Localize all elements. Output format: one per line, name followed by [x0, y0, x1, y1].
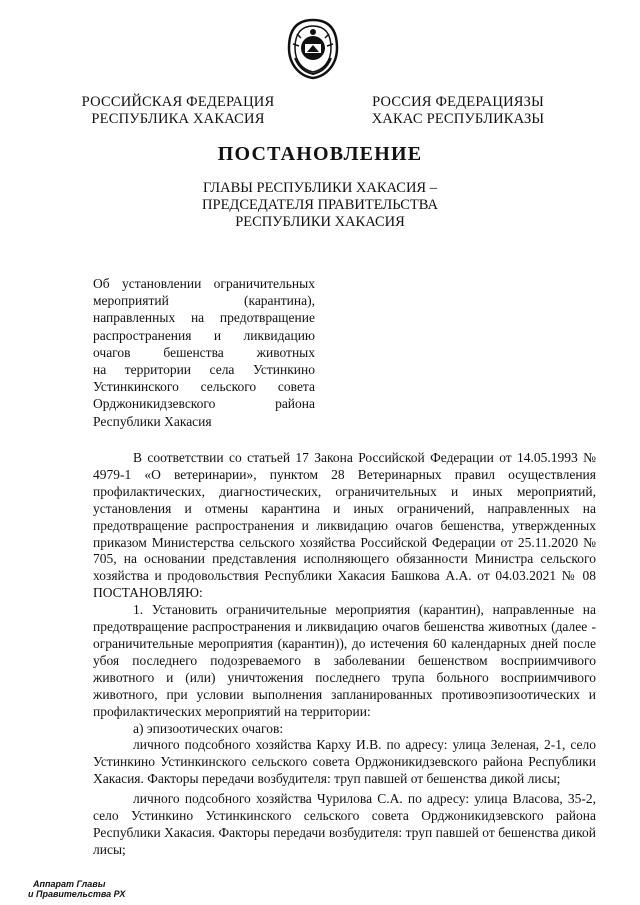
- subtitle-line: РЕСПУБЛИКИ ХАКАСИЯ: [235, 214, 405, 230]
- subject-line: Устинкинского сельского совета: [93, 379, 315, 395]
- subject-line: Об установлении ограничительных: [93, 276, 315, 291]
- item-1-paragraph: 1. Установить ограничительные мероприятия (карантин), направленные на предотвращение распространения и ликвидацию очагов бешенства животных (далее - ограничительные мероприятия (карантин)), до истечения 60 календарных дней после убоя последнего подозреваемого в заболевании бешенством восприимчивого животного и (или) уничтожения последнего трупа больного восприимчивого животного, при условии выполнения запланированных противоэпизоотических и профилактических мероприятий на территории:: [93, 602, 596, 719]
- stamp-line: и Правительства РХ: [28, 889, 126, 899]
- subtitle-line: ПРЕДСЕДАТЕЛЯ ПРАВИТЕЛЬСТВА: [202, 197, 438, 213]
- document-subject: [93, 275, 315, 430]
- subject-line: распространения и ликвидацию: [93, 327, 315, 343]
- subject-line: очагов бешенства животных: [93, 344, 315, 360]
- header-left: [78, 94, 278, 128]
- subject-line: направленных на предотвращение: [93, 310, 315, 326]
- subtitle-line: ГЛАВЫ РЕСПУБЛИКИ ХАКАСИЯ –: [203, 180, 437, 196]
- header-left-line: РОССИЙСКАЯ ФЕДЕРАЦИЯ: [81, 94, 275, 110]
- farm-paragraph: личного подсобного хозяйства Карху И.В. по адресу: улица Зеленая, 2-1, село Устинкино Устинкинского сельского совета Орджоникидзевского района Республики Хакасия. Факторы передачи возбудителя: труп павшей от бешенства дикой лисы;: [93, 737, 596, 787]
- office-stamp: [28, 879, 125, 899]
- farm-paragraph: личного подсобного хозяйства Чурилова С.А. по адресу: улица Власова, 35-2, село Устинкино Устинкинского сельского совета Орджоникидзевского района Республики Хакасия. Факторы передачи возбудителя: труп павшей от бешенства дикой лисы;: [93, 791, 596, 857]
- subject-line: Республики Хакасия: [93, 413, 212, 429]
- stamp-line: Аппарат Главы: [33, 879, 106, 889]
- intro-paragraph: В соответствии со статьей 17 Закона Российской Федерации от 14.05.1993 № 4979-1 «О ветеринарии», пунктом 28 Ветеринарных правил осуществления профилактических, диагностических, ограничительных и иных мероприятий, установления и отмены карантина и иных ограничений, направленных на предотвращение распространения и ликвидацию очагов бешенства, утвержденных приказом Министерства сельского хозяйства Российской Федерации от 25.11.2020 № 705, на основании представления исполняющего обязанности Министра сельского хозяйства и продовольствия Республики Хакасия Башкова А.А. от 04.03.2021 № 08 ПОСТАНОВЛЯЮ:: [93, 450, 596, 601]
- header-left-line: РЕСПУБЛИКА ХАКАСИЯ: [91, 111, 265, 127]
- document-title: ПОСТАНОВЛЕНИЕ: [217, 143, 423, 165]
- header-right-line: ХАКАС РЕСПУБЛИКАЗЫ: [371, 111, 545, 127]
- document-subtitle: [0, 180, 640, 231]
- document-body: [93, 450, 596, 859]
- header-right-line: РОССИЯ ФЕДЕРАЦИЯЗЫ: [372, 94, 544, 110]
- item-a-paragraph: а) эпизоотических очагов:: [133, 720, 284, 736]
- coat-of-arms-icon: [285, 18, 341, 80]
- subject-line: на территории села Устинкино: [93, 362, 315, 378]
- subject-line: мероприятий (карантина),: [93, 293, 315, 309]
- subject-line: Орджоникидзевского района: [93, 396, 315, 412]
- header-right: [360, 94, 556, 128]
